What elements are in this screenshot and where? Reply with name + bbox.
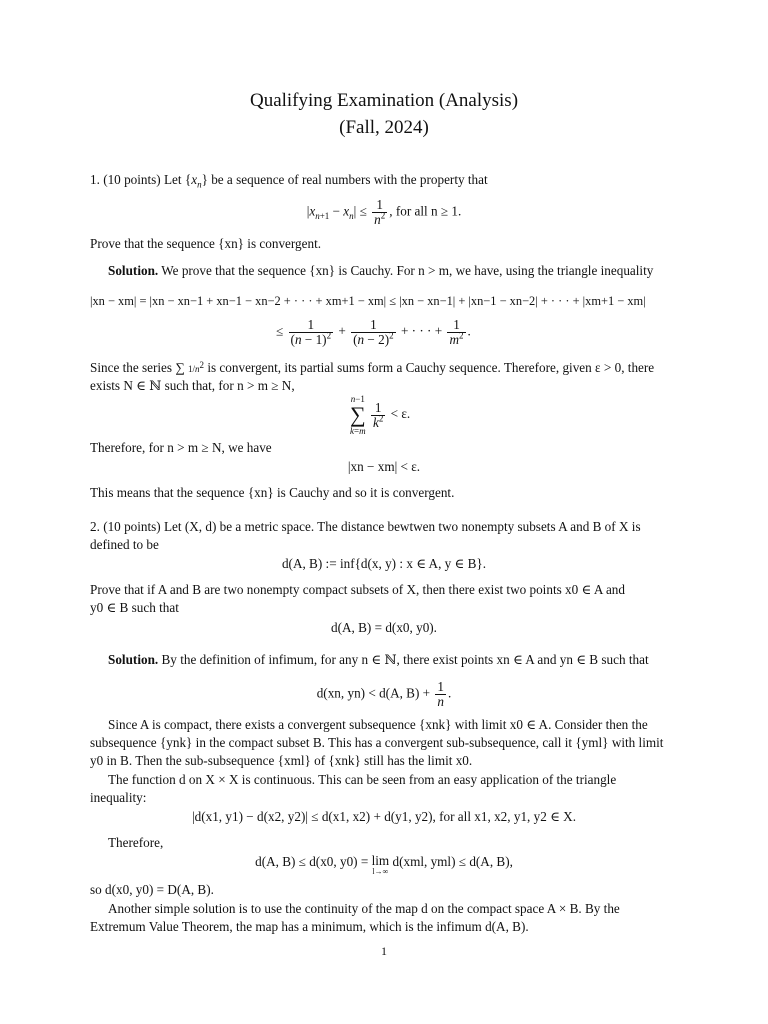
problem2-alternative-line2: Extremum Value Theorem, the map has a minimum, which is the infimum d(A, B). bbox=[90, 919, 529, 934]
problem1-final-inequality: |xn − xm| < ε. bbox=[347, 459, 421, 474]
problem2-compact-line2: subsequence {ynk} in the compact subset B. This has a convergent sub-subsequence, call it {yml} with limit bbox=[90, 735, 664, 750]
problem1-intro: 1. (10 points) Let $\{x_n\}$ be a sequence of real numbers with the property that bbox=[90, 172, 488, 190]
problem1-bound-equation: ≤ $\frac{1}{(n - 1)^2}$ + $\frac{1}{(n - 2)^2}$ + · · · + $\frac{1}{m^2}$ . bbox=[276, 317, 471, 347]
problem2-infimum-equation: d(xn, yn) < d(A, B) + $\frac{1}{n}$ . bbox=[316, 679, 452, 709]
problem1-series-sentence: Since the series ∑ $1/n^2$ is convergent, its partial sums form a Cauchy sequence. Therefore, given ε > 0, there bbox=[90, 360, 655, 375]
problem2-triangle-inequality: |d(x1, y1) − d(x2, y2)| ≤ d(x1, x2) + d(y1, y2), for all x1, x2, y1, y2 ∈ X. bbox=[191, 809, 576, 824]
problem2-compact-line1: Since A is compact, there exists a convergent subsequence {xnk} with limit x0 ∈ A. Consider then the bbox=[108, 717, 648, 732]
exam-term: (Fall, 2024) bbox=[339, 117, 429, 138]
problem1-conclusion: This means that the sequence {xn} is Cauchy and so it is convergent. bbox=[90, 485, 455, 500]
problem1-triangle-equation: |xn − xm| = |xn − xn−1 + xn−1 − xn−2 + · · · + xm+1 − xm| ≤ |xn − xn−1| + |xn−1 − xn−2| + · · · + |xm+1 − xm| bbox=[90, 294, 646, 308]
problem1-solution-intro: Solution. We prove that the sequence {xn} is Cauchy. For n > m, we have, using the triangle inequality bbox=[108, 263, 654, 278]
problem1-therefore: Therefore, for n > m ≥ N, we have bbox=[90, 440, 272, 455]
problem1-prove-statement: Prove that the sequence {xn} is convergent. bbox=[90, 236, 322, 251]
problem1-exists-sentence: exists N ∈ ℕ such that, for n > m ≥ N, bbox=[90, 378, 295, 393]
problem2-goal-equation: d(A, B) = d(x0, y0). bbox=[331, 620, 437, 635]
problem1-condition-equation: $|x_{n+1} - x_n|$ ≤ $\frac{1}{n^2}$ , for all n ≥ 1. bbox=[306, 197, 462, 227]
problem2-continuity-line2: inequality: bbox=[90, 790, 147, 805]
problem2-distance-definition: d(A, B) := inf{d(x, y) : x ∈ A, y ∈ B}. bbox=[281, 556, 487, 571]
problem2-intro-line1: 2. (10 points) Let (X, d) be a metric space. The distance bewtwen two nonempty subsets A and B of X is bbox=[90, 519, 641, 534]
problem2-compact-line3: y0 in B. Then the sub-subsequence {xml} of {xnk} still has the limit x0. bbox=[90, 753, 473, 768]
problem2-solution-intro: Solution. By the definition of infimum, for any n ∈ ℕ, there exist points xn ∈ A and yn ∈ B such that bbox=[108, 652, 649, 667]
problem2-so-line: so d(x0, y0) = D(A, B). bbox=[90, 882, 214, 897]
problem2-alternative-line1: Another simple solution is to use the continuity of the map d on the compact space A × B. By the bbox=[108, 901, 620, 916]
problem2-continuity-line1: The function d on X × X is continuous. This can be seen from an easy application of the triangle bbox=[108, 772, 617, 787]
problem2-prove-line2: y0 ∈ B such that bbox=[90, 600, 179, 615]
problem2-therefore: Therefore, bbox=[108, 835, 164, 850]
page-number: 1 bbox=[381, 944, 387, 958]
problem2-intro-line2: defined to be bbox=[90, 537, 159, 552]
solution-label: Solution. bbox=[108, 263, 159, 278]
problem2-prove-line1: Prove that if A and B are two nonempty compact subsets of X, then there exist two points x0 ∈ A and bbox=[90, 582, 625, 597]
solution-label: Solution. bbox=[108, 652, 159, 667]
problem1-partial-sum-equation: n−1 ∑ k=m $\frac{1}{k^2}$ < ε. bbox=[350, 394, 411, 436]
exam-title: Qualifying Examination (Analysis) bbox=[249, 90, 519, 111]
problem2-limit-equation: d(A, B) ≤ d(x0, y0) = lim l→∞ d(xml, yml) ≤ d(A, B), bbox=[255, 853, 513, 876]
